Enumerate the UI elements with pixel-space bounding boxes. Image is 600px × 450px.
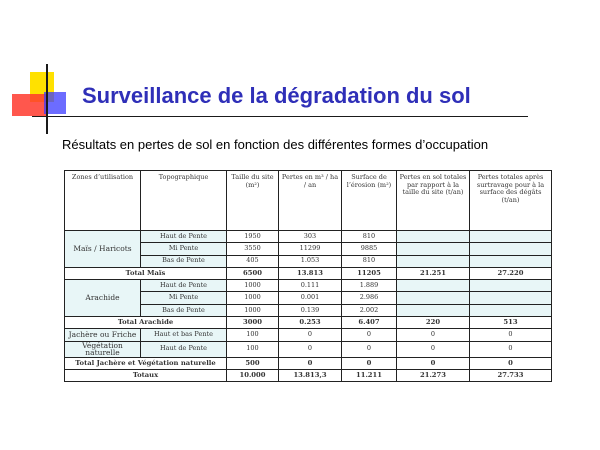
taille-cell: 3000 xyxy=(227,317,279,329)
crop-cell: Jachère ou Friche xyxy=(65,329,141,341)
taille-cell: 1000 xyxy=(227,304,279,316)
total-loss-adjusted-cell: 27.733 xyxy=(470,369,552,381)
decor-red-square xyxy=(12,94,46,116)
total-loss-adjusted-cell xyxy=(470,292,552,304)
slide-title: Surveillance de la dégradation du sol xyxy=(82,83,471,108)
total-loss-adjusted-cell: 27.220 xyxy=(470,267,552,279)
table-row xyxy=(65,329,552,341)
total-loss-cell xyxy=(397,280,470,292)
pertes-cell: 13.813,3 xyxy=(279,369,342,381)
zone-cell: Mi Pente xyxy=(141,292,227,304)
surface-cell: 9885 xyxy=(342,243,397,255)
pertes-cell: 0 xyxy=(279,341,342,357)
table-row xyxy=(65,341,552,357)
header-cell: Pertes totales après surtravage pour à la surface des dégâts (t/an) xyxy=(470,171,552,231)
total-loss-cell xyxy=(397,255,470,267)
surface-cell: 0 xyxy=(342,357,397,369)
table-total-row xyxy=(65,357,552,369)
pertes-cell: 13.813 xyxy=(279,267,342,279)
total-loss-cell: 220 xyxy=(397,317,470,329)
total-loss-cell: 0 xyxy=(397,357,470,369)
surface-cell: 810 xyxy=(342,255,397,267)
header-cell: Taille du site (m²) xyxy=(227,171,279,231)
crop-cell: Arachide xyxy=(65,280,141,317)
decor-vertical-rule xyxy=(46,64,48,134)
total-loss-adjusted-cell: 0 xyxy=(470,329,552,341)
pertes-cell: 0.001 xyxy=(279,292,342,304)
surface-cell: 2.986 xyxy=(342,292,397,304)
zone-cell: Haut et bas Pente xyxy=(141,329,227,341)
pertes-cell: 1.053 xyxy=(279,255,342,267)
title-underline xyxy=(32,116,528,117)
total-label-cell: Total Arachide xyxy=(65,317,227,329)
surface-cell: 11.211 xyxy=(342,369,397,381)
zone-cell: Haut de Pente xyxy=(141,231,227,243)
header-cell: Zones d’utilisation xyxy=(65,171,141,231)
table-total-row xyxy=(65,317,552,329)
zone-cell: Haut de Pente xyxy=(141,280,227,292)
total-loss-cell: 21.273 xyxy=(397,369,470,381)
total-loss-cell xyxy=(397,231,470,243)
taille-cell: 1000 xyxy=(227,292,279,304)
taille-cell: 3550 xyxy=(227,243,279,255)
total-label-cell: Total Jachère et Végétation naturelle xyxy=(65,357,227,369)
soil-loss-table xyxy=(64,170,552,382)
header-cell: Pertes en sol totales par rapport à la taille du site (t/an) xyxy=(397,171,470,231)
surface-cell: 2.002 xyxy=(342,304,397,316)
total-loss-adjusted-cell xyxy=(470,255,552,267)
table-grand-total-row xyxy=(65,369,552,381)
results-table-container xyxy=(64,170,551,382)
zone-cell: Haut de Pente xyxy=(141,341,227,357)
total-label-cell: Totaux xyxy=(65,369,227,381)
zone-cell: Mi Pente xyxy=(141,243,227,255)
taille-cell: 6500 xyxy=(227,267,279,279)
taille-cell: 100 xyxy=(227,341,279,357)
surface-cell: 0 xyxy=(342,341,397,357)
table-row xyxy=(65,280,552,292)
surface-cell: 0 xyxy=(342,329,397,341)
taille-cell: 10.000 xyxy=(227,369,279,381)
pertes-cell: 0.139 xyxy=(279,304,342,316)
taille-cell: 405 xyxy=(227,255,279,267)
total-loss-adjusted-cell: 0 xyxy=(470,341,552,357)
total-loss-adjusted-cell: 0 xyxy=(470,357,552,369)
total-loss-adjusted-cell xyxy=(470,280,552,292)
surface-cell: 1.889 xyxy=(342,280,397,292)
taille-cell: 1000 xyxy=(227,280,279,292)
total-loss-adjusted-cell xyxy=(470,231,552,243)
taille-cell: 1950 xyxy=(227,231,279,243)
crop-cell: Maïs / Haricots xyxy=(65,231,141,268)
zone-cell: Bas de Pente xyxy=(141,304,227,316)
zone-cell: Bas de Pente xyxy=(141,255,227,267)
total-loss-adjusted-cell: 513 xyxy=(470,317,552,329)
total-loss-adjusted-cell xyxy=(470,243,552,255)
total-loss-cell xyxy=(397,304,470,316)
total-label-cell: Total Maïs xyxy=(65,267,227,279)
total-loss-cell: 0 xyxy=(397,341,470,357)
total-loss-cell xyxy=(397,243,470,255)
taille-cell: 500 xyxy=(227,357,279,369)
pertes-cell: 303 xyxy=(279,231,342,243)
table-row xyxy=(65,231,552,243)
slide-subtitle: Résultats en pertes de sol en fonction des différentes formes d’occupation xyxy=(62,137,489,152)
header-cell: Surface de l’érosion (m²) xyxy=(342,171,397,231)
table-total-row xyxy=(65,267,552,279)
pertes-cell: 11299 xyxy=(279,243,342,255)
header-cell: Topographique xyxy=(141,171,227,231)
surface-cell: 6.407 xyxy=(342,317,397,329)
total-loss-cell: 21.251 xyxy=(397,267,470,279)
surface-cell: 810 xyxy=(342,231,397,243)
taille-cell: 100 xyxy=(227,329,279,341)
total-loss-cell xyxy=(397,292,470,304)
pertes-cell: 0.253 xyxy=(279,317,342,329)
table-header-row xyxy=(65,171,552,231)
crop-cell: Végétation naturelle xyxy=(65,341,141,357)
header-cell: Pertes en m³ / ha / an xyxy=(279,171,342,231)
total-loss-adjusted-cell xyxy=(470,304,552,316)
pertes-cell: 0 xyxy=(279,329,342,341)
surface-cell: 11205 xyxy=(342,267,397,279)
pertes-cell: 0.111 xyxy=(279,280,342,292)
total-loss-cell: 0 xyxy=(397,329,470,341)
pertes-cell: 0 xyxy=(279,357,342,369)
